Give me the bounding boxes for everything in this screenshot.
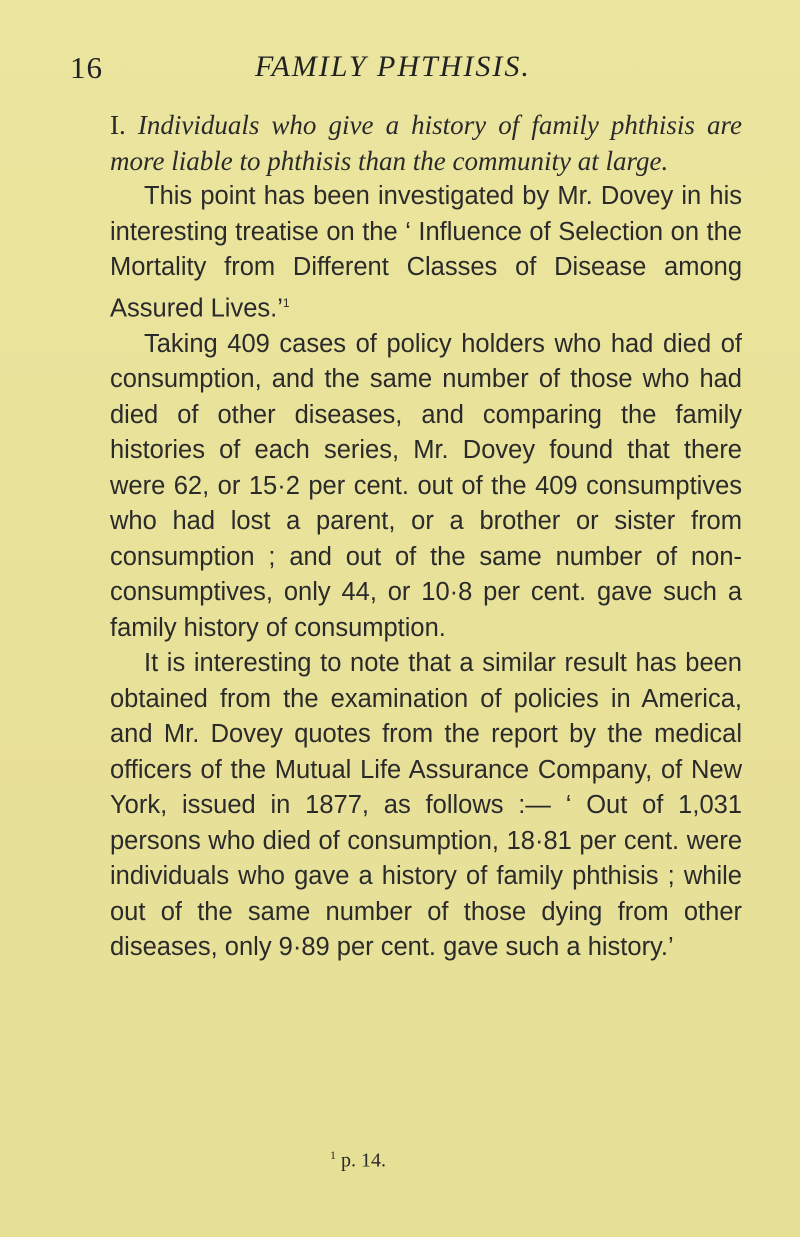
footnote-text: p. 14. [341, 1149, 386, 1172]
section-heading-text: Individuals who give a history of family phthisis are more liable to phthisis than the community at large. [110, 110, 743, 176]
body-text [110, 108, 742, 966]
section-heading [110, 108, 742, 179]
section-numeral: I. [110, 110, 126, 140]
paragraph-3: It is interesting to note that a similar result has been obtained from the examination of policies in America, and Mr. Dovey quotes from the report by the medical officers of the Mutual Life Assurance Company, of New York, issued in 1877, as follows :— ‘ Out of 1,031 persons who died of consumption, 18·81 per cent. were individuals who gave a history of family phthisis ; while out of the same number of those dying from other diseases, only 9·89 per cent. gave such a history.’ [110, 649, 742, 961]
footnote-reference: 1 [282, 295, 290, 310]
footnote-mark: 1 [330, 1148, 336, 1162]
footnote [330, 1148, 386, 1173]
paragraph-2: Taking 409 cases of policy holders who had died of consumption, and the same number of those who had died of other diseases, and comparing the family histories of each series, Mr. Dovey found that there were 62, or 15·2 per cent. out of the 409 consumptives who had lost a parent, or a brother or sister from consumption ; and out of the same number of non-consumptives, only 44, or 10·8 per cent. gave such a family history of consumption. [110, 329, 742, 642]
running-head [70, 50, 750, 90]
running-title: FAMILY PHTHISIS. [255, 50, 531, 83]
page-number: 16 [70, 50, 103, 85]
paragraph-1 [110, 179, 742, 327]
paragraph-1-text: This point has been investigated by Mr. Dovey in his interesting treatise on the ‘ Influence of Selection on the Mortality from Different Classes of Disease among Assured Lives.’ [110, 182, 742, 322]
